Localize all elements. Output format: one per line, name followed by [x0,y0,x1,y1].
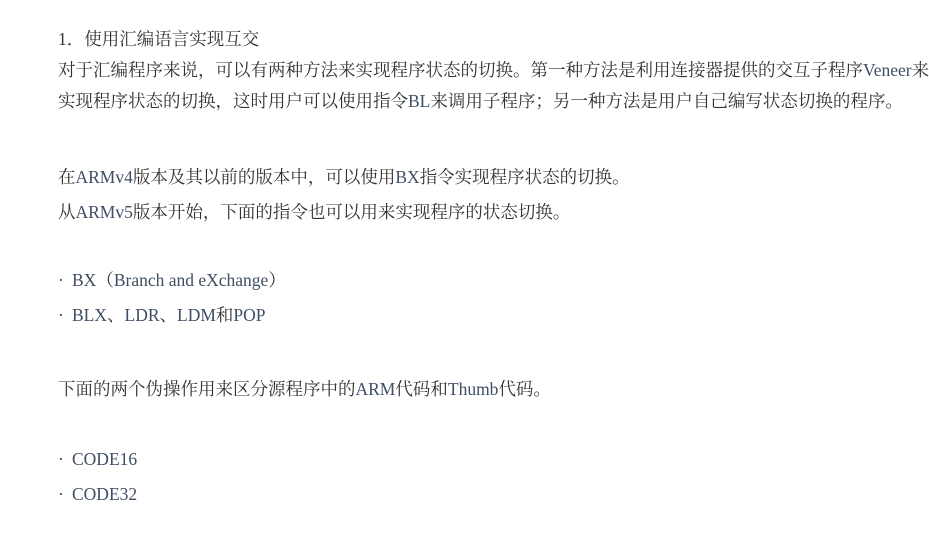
text-run-latin: LDR [124,305,160,325]
paragraph-armv5 [58,197,893,228]
text-run: 对于汇编程序来说，可以有两种方法来实现程序状态的切换。第一种方法是利用连接器提供的交互子程序 [58,60,863,80]
paragraph-armv4 [58,162,893,193]
text-run: 从 [58,202,76,222]
bullet-item-code16 [58,444,893,475]
paragraph-pseudo-ops [58,374,893,405]
text-run: （ [96,270,114,290]
text-run: 代码和 [395,379,448,399]
intro-paragraph-line-2 [58,86,903,117]
text-run: 代码。 [498,379,551,399]
text-run-latin: CODE16 [72,449,138,469]
text-run: 和 [215,305,234,325]
text-run-latin: BL [408,91,431,111]
text-run-latin: CODE32 [72,484,138,504]
text-run: 、 [159,305,177,325]
bullet-dot-icon: · [58,305,64,325]
text-run: 在 [58,167,76,187]
bullet-item-code32 [58,479,893,510]
heading-text: 1．使用汇编语言实现互交 [58,29,260,49]
section-heading [58,24,893,55]
text-run-latin: ARMv4 [75,167,133,187]
text-run: 来调用子程序；另一种方法是用户自己编写状态切换的程序。 [430,91,903,111]
intro-paragraph-line-1 [58,55,929,86]
text-run: 版本开始，下面的指令也可以用来实现程序的状态切换。 [132,202,571,222]
text-run: 版本及其以前的版本中，可以使用 [132,167,396,187]
text-run-latin: LDM [177,305,216,325]
bullet-dot-icon: · [58,270,64,290]
bullet-item-bx [58,265,893,296]
text-run-latin: Thumb [447,379,499,399]
text-run: 下面的两个伪操作用来区分源程序中的 [58,379,356,399]
bullet-dot-icon: · [58,484,64,504]
text-run: ） [268,270,286,290]
bullet-item-blx [58,300,893,331]
text-run-latin: Branch and eXchange [113,270,269,290]
text-run-latin: BX [72,270,97,290]
text-run-latin: BLX [72,305,107,325]
text-run-latin: Veneer [863,60,912,80]
text-run-latin: POP [233,305,266,325]
bullet-dot-icon: · [58,449,64,469]
text-run-latin: ARM [355,379,396,399]
text-run: 指令实现程序状态的切换。 [419,167,630,187]
text-run-latin: ARMv5 [75,202,133,222]
text-run: 实现程序状态的切换，这时用户可以使用指令 [58,91,408,111]
text-run: 、 [107,305,125,325]
text-run-latin: BX [395,167,420,187]
text-run: 来 [911,60,929,80]
